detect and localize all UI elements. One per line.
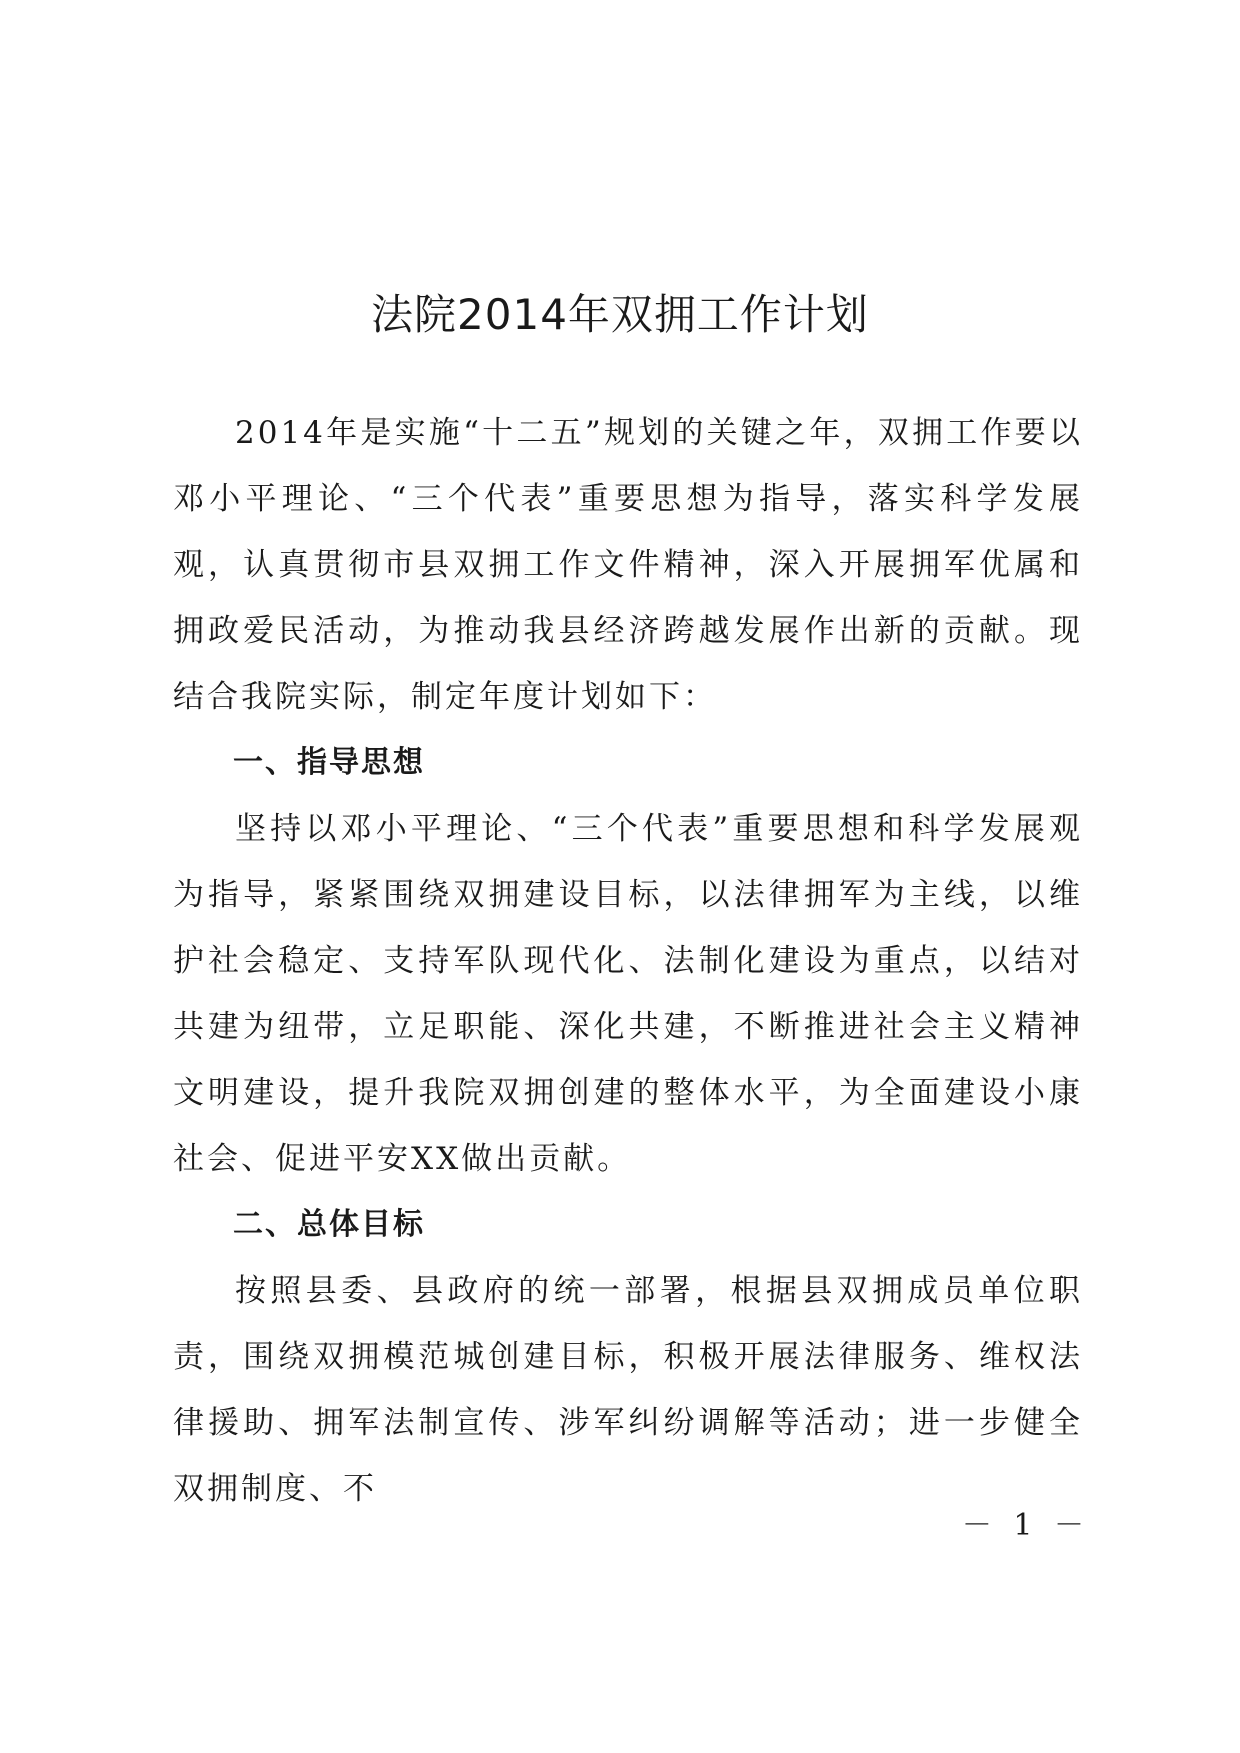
document-title: 法院2014年双拥工作计划 [371,290,869,339]
section-heading-guiding-ideology: 一、指导思想 [233,745,425,780]
page-number: － 1 － [961,1508,1090,1543]
section-text-guiding-ideology: 坚持以邓小平理论、“三个代表”重要思想和科学发展观为指导，紧紧围绕双拥建设目标，以法律拥军为主线，以维护社会稳定、支持军队现代化、法制化建设为重点，以结对共建为纽带，立足职能、深化共建，不断推进社会主义精神文明建设，提升我院双拥创建的整体水平，为全面建设小康社会、促进平安XX做出贡献。 [173,811,1083,1177]
section-text-overall-goals: 按照县委、县政府的统一部署，根据县双拥成员单位职责，围绕双拥模范城创建目标，积极开展法律服务、维权法律援助、拥军法制宣传、涉军纠纷调解等活动；进一步健全双拥制度、不 [173,1273,1083,1507]
document-body [173,400,1083,1522]
intro-paragraph: 2014年是实施“十二五”规划的关键之年，双拥工作要以邓小平理论、“三个代表”重要思想为指导，落实科学发展观，认真贯彻市县双拥工作文件精神，深入开展拥军优属和拥政爱民活动，为推动我县经济跨越发展作出新的贡献。现结合我院实际，制定年度计划如下： [173,415,1083,715]
section-heading-overall-goals: 二、总体目标 [233,1207,425,1242]
